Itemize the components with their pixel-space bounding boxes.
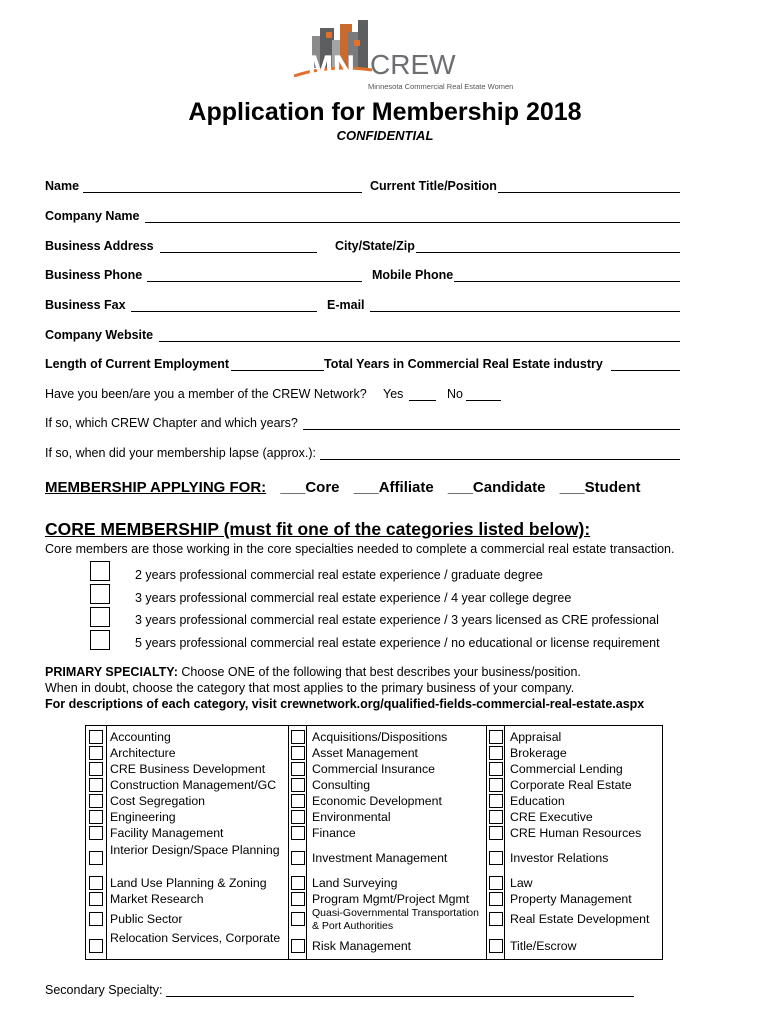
specialty-option: Commercial Insurance [312,761,436,776]
specialty-option: Land Use Planning & Zoning [110,875,267,890]
secondary-specialty-field[interactable] [166,996,634,997]
name-label: Name [45,179,80,193]
core-option-2: 3 years professional commercial real estate experience / 4 year college degree [135,591,572,605]
core-option-checkbox-3[interactable] [90,607,110,627]
lapse-field[interactable] [320,459,680,460]
length-employment-field[interactable] [231,370,324,371]
specialty-option: Construction Management/GC [110,777,277,792]
specialty-option: Land Surveying [312,875,398,890]
email-field[interactable] [370,311,680,312]
specialty-checkbox[interactable] [291,826,305,840]
specialty-option: Education [510,793,565,808]
specialty-option: Public Sector [110,911,183,926]
core-option-checkbox-4[interactable] [90,630,110,650]
specialty-checkbox[interactable] [489,810,503,824]
specialty-checkbox[interactable] [489,746,503,760]
business-phone-label: Business Phone [45,268,143,282]
primary-specialty-doubt: When in doubt, choose the category that most applies to the primary business of your company. [45,681,575,695]
option-student[interactable]: ___Student [559,479,641,496]
specialty-checkbox[interactable] [291,730,305,744]
specialty-checkbox[interactable] [489,794,503,808]
specialty-option: Facility Management [110,825,224,840]
option-affiliate[interactable]: ___Affiliate [353,479,434,496]
which-chapter-label: If so, which CREW Chapter and which years? [45,416,298,430]
specialty-checkbox[interactable] [89,746,103,760]
specialty-option: Acquisitions/Dispositions [312,729,448,744]
specialty-option: Market Research [110,891,204,906]
specialty-checkbox[interactable] [291,762,305,776]
core-membership-heading: CORE MEMBERSHIP (must fit one of the categories listed below): [45,519,591,539]
city-state-zip-field[interactable] [416,252,680,253]
membership-heading: MEMBERSHIP APPLYING FOR: [45,479,267,496]
mobile-phone-field[interactable] [454,281,680,282]
business-address-field[interactable] [160,252,317,253]
specialty-option: Risk Management [312,938,412,953]
core-option-1: 2 years professional commercial real estate experience / graduate degree [135,568,543,582]
specialty-checkbox[interactable] [291,939,305,953]
logo-tagline: Minnesota Commercial Real Estate Women [368,82,514,91]
specialty-option: Investor Relations [510,850,609,865]
yes-label: Yes [383,387,404,401]
core-option-checkbox-1[interactable] [90,561,110,581]
specialty-checkbox[interactable] [489,826,503,840]
specialty-option: Architecture [110,745,176,760]
primary-specialty-text: Choose ONE of the following that best describes your business/position. [181,665,581,679]
mncrew-logo [290,18,514,98]
name-field[interactable] [83,192,362,193]
specialty-option: Corporate Real Estate [510,777,632,792]
specialty-option: Interior Design/Space Planning [110,843,280,857]
specialty-checkbox[interactable] [489,892,503,906]
specialty-checkbox[interactable] [489,762,503,776]
length-employment-label: Length of Current Employment [45,357,230,371]
business-phone-field[interactable] [147,281,362,282]
core-option-checkbox-2[interactable] [90,584,110,604]
option-candidate[interactable]: ___Candidate [447,479,546,496]
core-membership-description: Core members are those working in the core specialties needed to complete a commercial real estate transaction. [45,542,675,556]
option-core[interactable]: ___Core [280,479,340,496]
mobile-phone-label: Mobile Phone [372,268,454,282]
primary-specialty-descriptions: For descriptions of each category, visit crewnetwork.org/qualified-fields-commercial-real-estate.aspx [45,697,645,711]
secondary-specialty [45,983,162,997]
specialty-option: Asset Management [312,745,418,760]
specialty-checkbox[interactable] [89,826,103,840]
primary-specialty-instruction [45,665,581,679]
table-divider [486,726,487,959]
specialty-checkbox[interactable] [89,762,103,776]
specialty-checkbox[interactable] [89,851,103,865]
specialty-option: Accounting [110,729,171,744]
company-website-label: Company Website [45,328,154,342]
specialty-checkbox[interactable] [291,892,305,906]
page-title: Application for Membership 2018 [188,98,582,126]
core-option-3: 3 years professional commercial real estate experience / 3 years licensed as CRE professional [135,613,659,627]
specialty-option: Finance [312,825,356,840]
table-divider [106,726,107,959]
email-label: E-mail [327,298,365,312]
specialty-option: Environmental [312,809,391,824]
specialty-option: Brokerage [510,745,567,760]
no-field[interactable] [466,400,501,401]
lapse-label: If so, when did your membership lapse (approx.): [45,446,316,460]
specialty-checkbox[interactable] [89,912,103,926]
specialty-option: Relocation Services, Corporate [110,931,281,945]
specialty-option: CRE Executive [510,809,593,824]
specialty-checkbox[interactable] [489,851,503,865]
specialty-checkbox[interactable] [489,939,503,953]
specialty-checkbox[interactable] [291,778,305,792]
company-name-label: Company Name [45,209,140,223]
current-title-field[interactable] [498,192,680,193]
specialty-option: Economic Development [312,793,442,808]
table-divider [306,726,307,959]
page-subtitle: CONFIDENTIAL [336,128,434,143]
specialty-checkbox[interactable] [89,876,103,890]
specialty-checkbox[interactable] [489,730,503,744]
specialty-checkbox[interactable] [291,810,305,824]
specialty-checkbox[interactable] [489,912,503,926]
specialty-checkbox[interactable] [291,746,305,760]
specialty-option: Commercial Lending [510,761,623,776]
specialty-option: Real Estate Development [510,911,650,926]
specialty-table [85,725,663,960]
specialty-option: Cost Segregation [110,793,206,808]
specialty-checkbox[interactable] [489,876,503,890]
specialty-checkbox[interactable] [89,778,103,792]
specialty-checkbox[interactable] [89,939,103,953]
total-years-label: Total Years in Commercial Real Estate industry [324,357,603,371]
business-address-label: Business Address [45,239,154,253]
secondary-specialty-label: Secondary Specialty: [45,983,163,997]
specialty-checkbox[interactable] [291,851,305,865]
company-name-field[interactable] [145,222,680,223]
specialty-checkbox[interactable] [291,876,305,890]
current-title-label: Current Title/Position [370,179,497,193]
specialty-checkbox[interactable] [89,810,103,824]
business-fax-label: Business Fax [45,298,126,312]
logo-mn-text: MN [308,50,355,83]
specialty-option: Program Mgmt/Project Mgmt [312,891,470,906]
core-option-4: 5 years professional commercial real estate experience / no educational or license requirement [135,636,660,650]
specialty-checkbox[interactable] [489,778,503,792]
yes-field[interactable] [409,400,436,401]
specialty-option: CRE Human Resources [510,825,642,840]
logo-crew-text: CREW [370,49,456,80]
table-divider [288,726,289,959]
business-fax-field[interactable] [131,311,317,312]
specialty-option: Consulting [312,777,371,792]
city-state-zip-label: City/State/Zip [335,239,415,253]
which-chapter-field[interactable] [303,429,680,430]
specialty-checkbox[interactable] [291,912,305,926]
total-years-field[interactable] [611,370,680,371]
table-divider [504,726,505,959]
specialty-option: Quasi-Governmental Transportation & Port Authorities [312,907,479,932]
specialty-checkbox[interactable] [89,794,103,808]
specialty-checkbox[interactable] [89,730,103,744]
specialty-option: CRE Business Development [110,761,266,776]
membership-applying-for [45,479,640,496]
specialty-option: Law [510,875,533,890]
specialty-checkbox[interactable] [291,794,305,808]
specialty-option: Engineering [110,809,176,824]
specialty-option: Appraisal [510,729,562,744]
no-label: No [447,387,463,401]
company-website-field[interactable] [159,341,680,342]
primary-specialty-label: PRIMARY SPECIALTY: [45,665,178,679]
specialty-option: Investment Management [312,850,448,865]
specialty-checkbox[interactable] [89,892,103,906]
specialty-option: Property Management [510,891,632,906]
crew-member-question: Have you been/are you a member of the CREW Network? [45,387,367,401]
specialty-option: Title/Escrow [510,938,577,953]
